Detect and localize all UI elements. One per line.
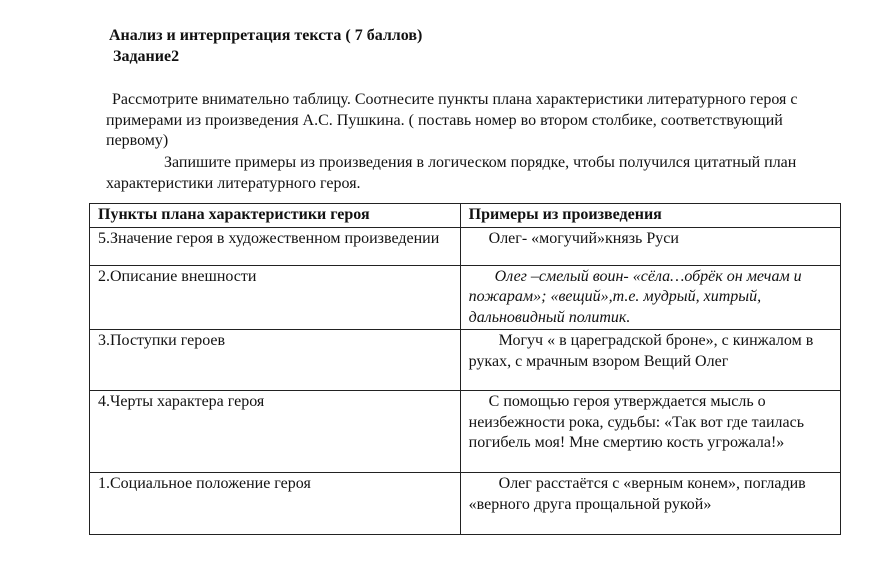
example-cell: Олег расстаётся с «верным конем», погладив «верного друга прощальной рукой»: [460, 473, 840, 535]
example-cell: Олег- «могучий»князь Руси: [460, 227, 840, 265]
table-header-row: [90, 204, 841, 228]
plan-point-cell: 5.Значение героя в художественном произведении: [90, 227, 461, 265]
plan-point-cell: 2.Описание внешности: [90, 265, 461, 330]
table-row: [90, 391, 841, 473]
instruction-paragraph-2: Запишите примеры из произведения в логическом порядке, чтобы получился цитатный план характеристики литературного героя.: [106, 154, 797, 192]
example-cell: С помощью героя утверждается мысль о неизбежности рока, судьбы: «Так вот где таилась погибель моя! Мне смертию кость угрожала!»: [460, 391, 840, 473]
table-row: [90, 473, 841, 535]
table-row: [90, 265, 841, 330]
plan-point-cell: 1.Социальное положение героя: [90, 473, 461, 535]
task-number: Задание2: [113, 48, 180, 65]
table-row: [90, 330, 841, 391]
plan-point-cell: 4.Черты характера героя: [90, 391, 461, 473]
header-examples: Примеры из произведения: [460, 204, 840, 228]
characteristics-table: [89, 203, 841, 535]
plan-point-cell: 3.Поступки героев: [90, 330, 461, 391]
table-row: [90, 227, 841, 265]
example-cell: Олег –смелый воин- «сёла…обрёк он мечам и пожарам»; «вещий»,т.е. мудрый, хитрый, дальновидный политик.: [460, 265, 840, 330]
header-plan-points: Пункты плана характеристики героя: [90, 204, 461, 228]
example-cell: Могуч « в цареградской броне», с кинжалом в руках, с мрачным взором Вещий Олег: [460, 330, 840, 391]
instruction-paragraph-1: Рассмотрите внимательно таблицу. Соотнесите пункты плана характеристики литературного героя с примерами из произведения А.С. Пушкина. ( поставь номер во втором столбике, соответствующий первому): [106, 91, 798, 149]
task-title: Анализ и интерпретация текста ( 7 баллов): [109, 27, 423, 44]
